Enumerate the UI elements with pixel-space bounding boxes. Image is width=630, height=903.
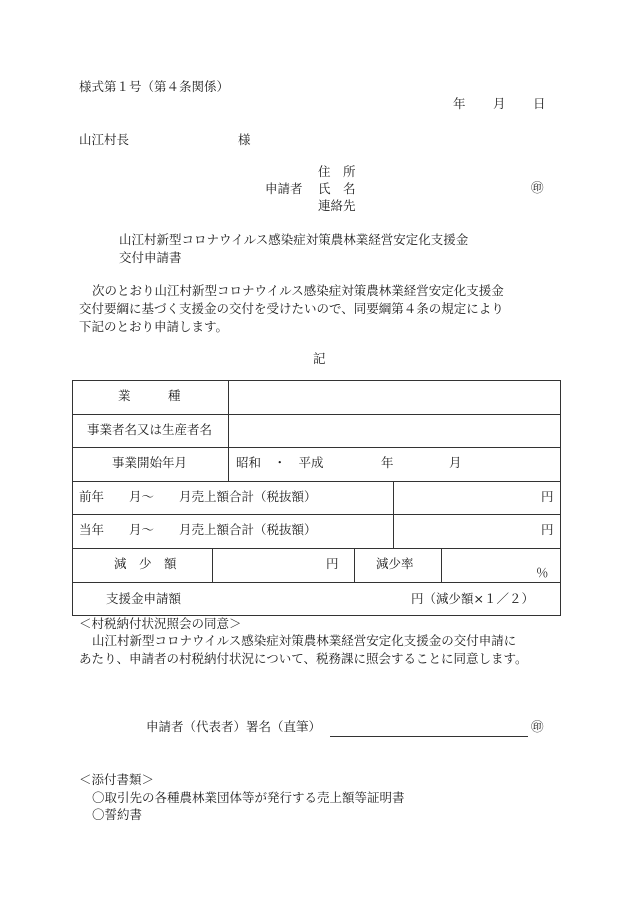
curr-year-label: 当年 月～ 月売上額合計（税抜額） <box>79 522 317 537</box>
title-line-1: 山江村新型コロナウイルス感染症対策農林業経営安定化支援金 <box>119 232 469 247</box>
consent-line-1: 山江村新型コロナウイルス感染症対策農林業経営安定化支援金の交付申請に <box>92 633 517 648</box>
body-line-2: 交付要綱に基づく支援金の交付を受けたいので、同要綱第４条の規定により <box>79 301 504 316</box>
prev-year-amount-field[interactable] <box>397 485 537 511</box>
support-value: 円（減少額×１／２） <box>411 591 534 606</box>
body-line-1: 次のとおり山江村新型コロナウイルス感染症対策農林業経営安定化支援金 <box>92 283 504 298</box>
applicant-label: 申請者 <box>265 181 303 196</box>
address-label: 住 所 <box>318 164 356 179</box>
support-amount-field[interactable] <box>232 586 402 612</box>
support-label: 支援金申請額 <box>106 591 182 606</box>
addressee-name: 山江村長 <box>79 132 130 147</box>
business-name-label: 事業者名又は生産者名 <box>87 422 213 437</box>
industry-label: 業 種 <box>118 388 181 403</box>
date-day-label: 日 <box>533 96 546 111</box>
decrease-amount-field[interactable] <box>216 552 320 578</box>
start-date-month: 月 <box>449 455 462 470</box>
attachment-item: 〇誓約書 <box>92 807 143 822</box>
attachment-item: 〇取引先の各種農林業団体等が発行する売上額等証明書 <box>92 790 405 805</box>
prev-year-unit: 円 <box>541 489 554 504</box>
industry-field[interactable] <box>232 384 556 412</box>
rate-unit: ％ <box>536 565 549 580</box>
date-month-label: 月 <box>493 96 506 111</box>
prev-year-label: 前年 月～ 月売上額合計（税抜額） <box>79 489 317 504</box>
decrease-unit: 円 <box>326 556 339 571</box>
start-date-label: 事業開始年月 <box>112 455 188 470</box>
ki-label: 記 <box>313 351 326 366</box>
form-number: 様式第１号（第４条関係） <box>79 79 230 94</box>
business-name-field[interactable] <box>232 418 556 444</box>
curr-year-unit: 円 <box>541 522 554 537</box>
title-line-2: 交付申請書 <box>119 250 182 265</box>
signature-label: 申請者（代表者）署名（直筆） <box>146 719 322 734</box>
name-label: 氏 名 <box>318 181 356 196</box>
start-date-year: 年 <box>381 455 394 470</box>
contact-label: 連絡先 <box>318 198 356 213</box>
curr-year-amount-field[interactable] <box>397 518 537 544</box>
decrease-label: 減 少 額 <box>114 556 177 571</box>
date-year-label: 年 <box>453 96 466 111</box>
seal-mark: ㊞ <box>531 180 544 195</box>
consent-heading: ＜村税納付状況照会の同意＞ <box>79 616 242 631</box>
rate-label: 減少率 <box>376 556 414 571</box>
signature-line[interactable] <box>330 736 528 737</box>
addressee-honorific: 様 <box>238 132 251 147</box>
attachments-heading: ＜添付書類＞ <box>79 772 155 787</box>
body-line-3: 下記のとおり申請します。 <box>79 319 229 334</box>
consent-line-2: あたり、申請者の村税納付状況について、税務課に照会することに同意します。 <box>79 651 528 666</box>
start-date-era[interactable]: 昭和 ・ 平成 <box>236 455 324 470</box>
signature-seal: ㊞ <box>531 719 544 734</box>
rate-field[interactable] <box>445 552 530 578</box>
